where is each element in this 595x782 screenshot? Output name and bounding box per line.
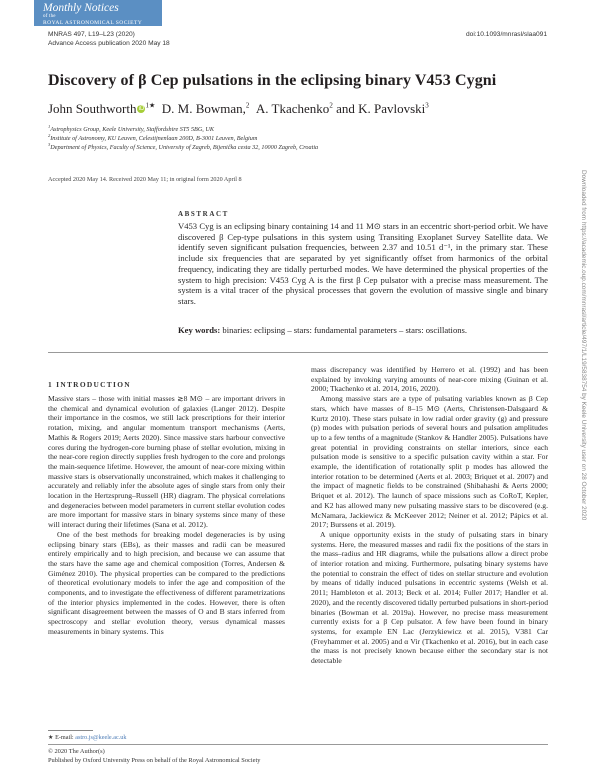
paragraph: Among massive stars are a type of pulsating variables known as β Cep stars, which have masses of 8–15 M⊙ (Aerts, Christensen-Dalsgaard & Kurtz 2010). These stars pulsate in low radial order gravity (g) and pressure (p) modes with pulsation periods of several hours and pulsation amplitudes up to a few tenths of a magnitude (Stankov & Handler 2005). Pulsations have great potential in providing constraints on stellar interiors, since each pulsation mode is sensitive to a specific pulsation cavity within a star. For example, the identification of rotationally split p modes has allowed the interior rotation to be determined (Aerts et al. 2003; Briquet et al. 2007) and the impact of magnetic fields to be constrained (Shibahashi & Aerts 2000; Briquet et al. 2012). The launch of space missions such as CoRoT, Kepler, and K2 has allowed many new pulsating massive stars to be discovered (e.g. McNamara, Jackiewicz & McKeever 2012; Neiner et al. 2012; Pápics et al. 2017; Burssens et al. 2019).	[311, 394, 548, 530]
logo-line2: of the	[43, 14, 56, 19]
divider	[48, 352, 548, 353]
right-column	[311, 365, 548, 666]
logo-line3: ROYAL ASTRONOMICAL SOCIETY	[43, 20, 143, 26]
footnote	[48, 734, 126, 741]
logo-line1: Monthly Notices	[43, 2, 119, 14]
doi-link[interactable]: doi:10.1093/mnrasl/slaa091	[465, 31, 547, 38]
paragraph: Massive stars – those with initial masses ≳8 M⊙ – are important drivers in the chemical and dynamical evolution of galaxies (Langer 2012). Despite their importance in the cosmos, we still lack prescriptions for their interior rotation, mixing, and angular momentum transport mechanisms (Aerts, Mathis & Rogers 2019; Aerts 2020). Since massive stars harbour convective cores during the hydrogen-core burning phase of stellar evolution, mixing in the near-core region directly supplies fresh hydrogen to the core and prolongs the main-sequence lifetime. However, the amount of near-core mixing within massive stars is observationally unconstrained, which makes it challenging to accurately and reliably infer the absolute ages of single stars from only their location in the Hertzsprung–Russell (HR) diagram. The physical correlations and degeneracies between model parameters in current stellar evolution codes are more important for massive stars in binary systems since many of these will interact during their lifetimes (Sana et al. 2012).	[48, 394, 285, 530]
divider	[48, 744, 548, 745]
received-accepted-dates: Accepted 2020 May 14. Received 2020 May 11; in original form 2020 April 8	[48, 176, 242, 183]
affiliation: $^2$Institute of Astronomy, KU Leuven, Celestijnenlaan 200D, B-3001 Leuven, Belgium	[48, 133, 258, 143]
author-sup: 3	[425, 101, 429, 110]
journal-logo	[34, 0, 162, 26]
author-name[interactable]: John Southworth	[48, 101, 137, 116]
keywords	[178, 325, 548, 336]
keywords-text: binaries: eclipsing – stars: fundamental parameters – stars: oscillations.	[222, 325, 468, 335]
paragraph: A unique opportunity exists in the study of pulsating stars in binary systems. Here, the measured masses and radii fix the positions of the stars in the mass–radius and HR diagrams, while the pulsations allow a direct probe of interior rotation and mixing. Furthermore, pulsating binary systems have the potential to constrain the effect of tides on stellar structure and evolution by means of tidally induced pulsations in eccentric systems (Welsh et al. 2011; Hambleton et al. 2013; Beck et al. 2014; Fuller 2017; Handler et al. 2020), and the recently discovered tidally perturbed pulsations in short-period binaries (Bowman et al. 2019a). However, no precise mass measurement currently exists for a β Cep pulsator. A few have been found in binary systems, for example EN Lac (Jerzykiewicz et al. 2015), V381 Car (Freyhammer et al. 2005) and α Vir (Tkachenko et al. 2016), but in each case the mass is not precisely known because either the secondary star is not detectable	[311, 529, 548, 666]
author-name[interactable]: A. Tkachenko	[255, 101, 330, 116]
author-conjunction: and	[336, 101, 355, 116]
orcid-icon[interactable]: iD	[138, 106, 145, 112]
copyright: © 2020 The Author(s)	[48, 748, 105, 755]
author-name[interactable]: D. M. Bowman,	[161, 101, 246, 116]
paper-title: Discovery of β Cep pulsations in the eclipsing binary V453 Cygni	[48, 72, 497, 89]
publisher-line: Published by Oxford University Press on behalf of the Royal Astronomical Society	[48, 757, 261, 764]
abstract-text: V453 Cyg is an eclipsing binary containing 14 and 11 M⊙ stars in an eccentric short-period orbit. We have discovered β Cep-type pulsations in this system using Transiting Exoplanet Survey Satellite data. We identify seven significant pulsation frequencies, between 2.37 and 10.51 d⁻¹, in the primary star. These include six frequencies that are separated by yet significantly offset from harmonics of the orbital frequency, indicating they are tidally perturbed modes. We have determined the physical properties of the system to high precision: V453 Cyg A is the first β Cep pulsator with a precise mass measurement. The system is a vital tracer of the physical processes that govern the evolution of massive single and binary stars.	[178, 221, 548, 306]
affiliation: $^3$Department of Physics, Faculty of Science, University of Zagreb, Bijenička cesta 32, 10000 Zagreb, Croatia	[48, 142, 319, 152]
footnote-label: ★ E-mail:	[48, 734, 74, 741]
email-link[interactable]: astro.js@keele.ac.uk	[75, 734, 127, 741]
citation: MNRAS 497, L19–L23 (2020)	[48, 31, 135, 38]
author-sup: 1★	[145, 101, 156, 110]
keywords-label: Key words:	[178, 325, 221, 335]
abstract-heading: ABSTRACT	[178, 210, 229, 218]
author-sup: 2	[329, 101, 333, 110]
author-list	[48, 101, 429, 117]
paragraph: mass discrepancy was identified by Herrero et al. (1992) and has been explained by invoking varying amounts of near-core mixing (Guinan et al. 2000; Tkachenko et al. 2014, 2016, 2020).	[311, 365, 548, 394]
section-heading: 1 INTRODUCTION	[48, 380, 131, 389]
left-column	[48, 394, 285, 637]
download-notice[interactable]: Downloaded from https://academic.oup.com/mnrasl/article/497/1/L19/5838754 by Keele University user on 28 October 2020	[580, 170, 587, 521]
affiliation: $^1$Astrophysics Group, Keele University, Staffordshire ST5 5BG, UK	[48, 124, 214, 134]
author-sup: 2	[245, 101, 250, 110]
download-watermark	[580, 170, 587, 730]
footnote-divider	[48, 730, 93, 731]
paragraph: One of the best methods for breaking model degeneracies is by using eclipsing binary stars (EBs), as their masses and radii can be measured entirely empirically and to high precision, and because we can assume that the stars have the same age and chemical composition (Torres, Andersen & Giménez 2010). The physical properties can be compared to the predictions of theoretical evolutionary models to infer the age and composition of the components, and to investigate the effectiveness of different parametrizations of the interior physics implemented in the codes. However, there is often significant disagreement between the masses of O and B stars inferred from spectroscopy and stellar evolution theory, versus dynamical masses measurements in binary systems. This	[48, 529, 285, 636]
advance-access: Advance Access publication 2020 May 18	[48, 40, 170, 47]
author-name[interactable]: K. Pavlovski	[358, 101, 426, 116]
